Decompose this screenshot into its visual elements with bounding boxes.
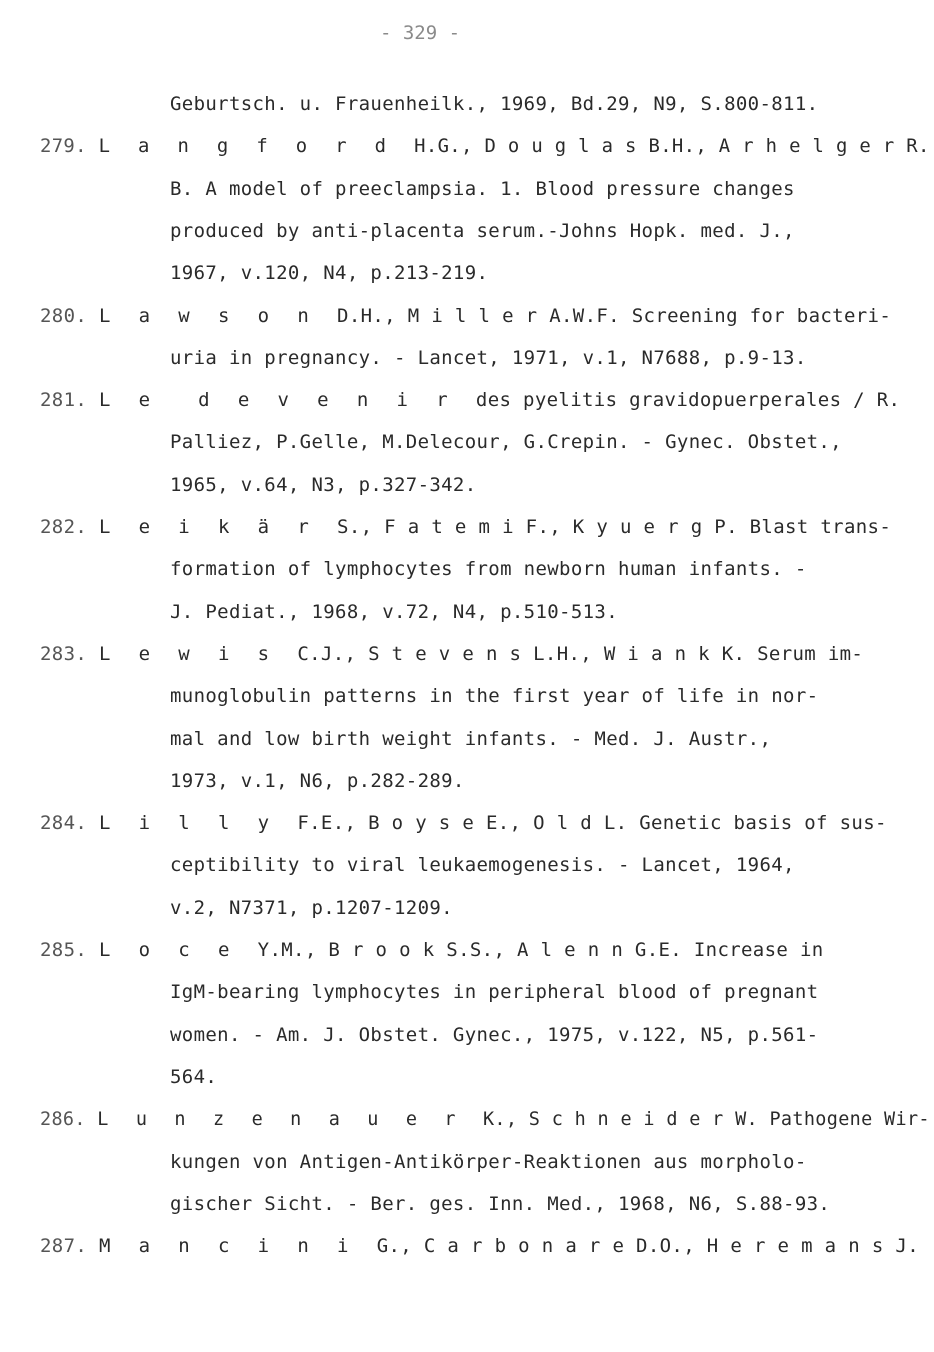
reference-entry-continuation	[170, 727, 771, 751]
reference-text: 1973, v.1, N6, p.282-289.	[170, 770, 465, 792]
reference-entry-continuation	[170, 1150, 807, 1174]
reference-entry-first-line	[40, 642, 863, 666]
reference-text: K., S c h n e i d e r W. Pathogene Wir-	[482, 1108, 930, 1130]
reference-number: 282.	[40, 516, 99, 538]
reference-entry-continuation	[170, 1065, 217, 1089]
reference-entry-continuation	[170, 261, 488, 285]
reference-entry-continuation	[170, 684, 818, 708]
reference-entry-continuation	[170, 92, 818, 116]
reference-entry-continuation	[170, 473, 477, 497]
reference-text: ceptibility to viral leukaemogenesis. - Lancet, 1964,	[170, 854, 795, 876]
reference-number: 279.	[40, 135, 99, 157]
reference-entry-first-line	[40, 938, 824, 962]
reference-entry-continuation	[170, 219, 795, 243]
reference-text: F.E., B o y s e E., O l d L. Genetic basis of sus-	[297, 812, 887, 834]
reference-entry-first-line	[40, 515, 891, 539]
reference-entry-continuation	[170, 177, 795, 201]
reference-entry-continuation	[170, 769, 465, 793]
reference-text: J. Pediat., 1968, v.72, N4, p.510-513.	[170, 601, 618, 623]
reference-text: 564.	[170, 1066, 218, 1088]
author-surname: L e w i s	[98, 643, 298, 665]
reference-entry-first-line	[40, 811, 887, 835]
reference-text: 1965, v.64, N3, p.327-342.	[170, 474, 477, 496]
reference-text: B. A model of preeclampsia. 1. Blood pressure changes	[170, 178, 795, 200]
reference-text: 1967, v.120, N4, p.213-219.	[170, 262, 489, 284]
reference-text: Geburtsch. u. Frauenheilk., 1969, Bd.29, N9, S.800-811.	[170, 93, 819, 115]
reference-text: G., C a r b o n a r e D.O., H e r e m a n s J.	[376, 1235, 919, 1257]
reference-entry-first-line	[40, 388, 900, 412]
reference-text: IgM-bearing lymphocytes in peripheral blood of pregnant	[170, 981, 819, 1003]
reference-entry-continuation	[170, 853, 795, 877]
author-surname: L e d e v e n i r	[98, 389, 476, 411]
reference-text: H.G., D o u g l a s B.H., A r h e l g e r R.	[414, 135, 930, 157]
reference-text: Palliez, P.Gelle, M.Delecour, G.Crepin. - Gynec. Obstet.,	[170, 431, 842, 453]
reference-entry-continuation	[170, 1192, 830, 1216]
reference-text: C.J., S t e v e n s L.H., W i a n k K. Serum im-	[297, 643, 864, 665]
page-number: - 329 -	[379, 22, 461, 44]
author-surname: L o c e	[98, 939, 258, 961]
reference-text: Y.M., B r o o k S.S., A l e n n G.E. Increase in	[257, 939, 824, 961]
reference-number: 285.	[40, 939, 99, 961]
reference-text: produced by anti-placenta serum.-Johns Hopk. med. J.,	[170, 220, 795, 242]
reference-text: v.2, N7371, p.1207-1209.	[170, 897, 453, 919]
reference-entry-first-line	[40, 1234, 919, 1258]
author-surname: M a n c i n i	[98, 1235, 377, 1257]
reference-text: gischer Sicht. - Ber. ges. Inn. Med., 1968, N6, S.88-93.	[170, 1193, 831, 1215]
author-surname: L i l l y	[98, 812, 298, 834]
reference-text: formation of lymphocytes from newborn human infants. -	[170, 558, 807, 580]
author-surname: L a w s o n	[98, 305, 338, 327]
reference-entry-continuation	[170, 557, 807, 581]
reference-text: S., F a t e m i F., K y u e r g P. Blast trans-	[337, 516, 892, 538]
reference-text: D.H., M i l l e r A.W.F. Screening for bacteri-	[337, 305, 892, 327]
reference-number: 286.	[40, 1108, 98, 1130]
reference-number: 283.	[40, 643, 99, 665]
reference-number: 281.	[40, 389, 99, 411]
reference-entry-first-line	[40, 134, 930, 158]
reference-number: 280.	[40, 305, 99, 327]
reference-text: munoglobulin patterns in the first year of life in nor-	[170, 685, 819, 707]
author-surname: L u n z e n a u e r	[97, 1108, 483, 1130]
reference-number: 287.	[40, 1235, 99, 1257]
reference-text: uria in pregnancy. - Lancet, 1971, v.1, N7688, p.9-13.	[170, 347, 807, 369]
reference-entry-first-line	[40, 1107, 930, 1131]
reference-text: mal and low birth weight infants. - Med. J. Austr.,	[170, 728, 772, 750]
reference-entry-continuation	[170, 896, 453, 920]
reference-text: women. - Am. J. Obstet. Gynec., 1975, v.122, N5, p.561-	[170, 1024, 819, 1046]
reference-number: 284.	[40, 812, 99, 834]
reference-text: kungen von Antigen-Antikörper-Reaktionen aus morpholo-	[170, 1151, 807, 1173]
author-surname: L e i k ä r	[98, 516, 338, 538]
reference-text: des pyelitis gravidopuerperales / R.	[475, 389, 901, 411]
reference-entry-first-line	[40, 304, 891, 328]
reference-entry-continuation	[170, 980, 818, 1004]
reference-entry-continuation	[170, 1023, 818, 1047]
author-surname: L a n g f o r d	[98, 135, 415, 157]
reference-entry-continuation	[170, 430, 842, 454]
reference-entry-continuation	[170, 600, 618, 624]
reference-entry-continuation	[170, 346, 807, 370]
